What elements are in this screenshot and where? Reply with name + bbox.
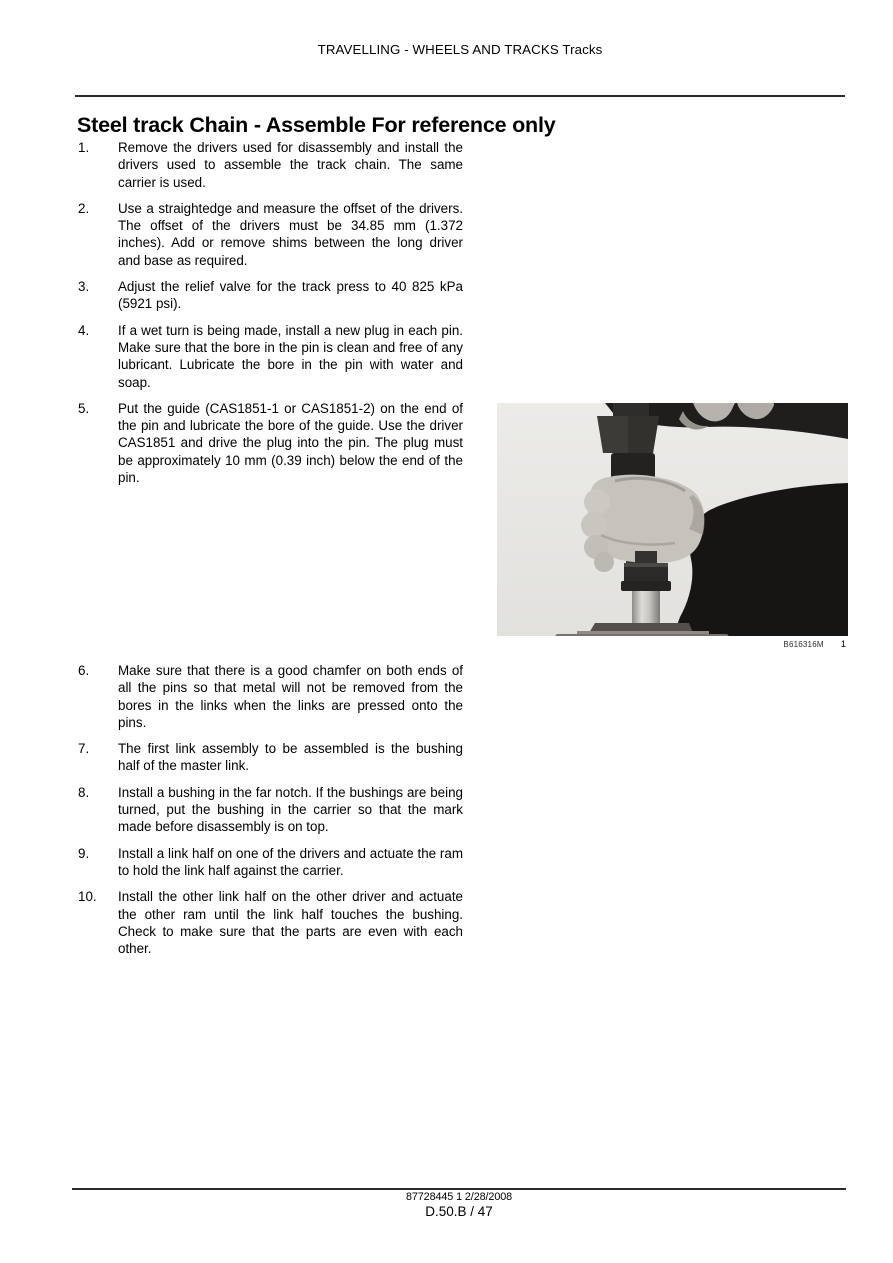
step-item-3 <box>78 278 463 313</box>
step-item-2 <box>78 200 463 269</box>
step-text: Install the other link half on the other driver and actuate the other ram until the link half touches the bushing. Check to make sure that the parts are even with each other. <box>118 889 463 957</box>
step-item-7 <box>78 740 463 775</box>
section-divider <box>75 95 845 97</box>
step-text: Put the guide (CAS1851-1 or CAS1851-2) on the end of the pin and lubricate the bore of the guide. Use the driver CAS1851 and drive the plug into the pin. The plug must be approximately 10 mm (0.39 inch) below the end of the pin. <box>118 400 463 486</box>
steps-list-upper <box>78 139 463 495</box>
steps-list-lower <box>78 662 463 966</box>
step-number: 9. <box>78 845 90 861</box>
figure-number-label: 1 <box>840 639 846 650</box>
page-title: Steel track Chain - Assemble For reference only <box>77 113 556 138</box>
running-header: TRAVELLING - WHEELS AND TRACKS Tracks <box>317 42 603 57</box>
step-number: 4. <box>78 322 90 338</box>
step-text: If a wet turn is being made, install a new plug in each pin. Make sure that the bore in the pin is clean and free of any lubricant. Lubricate the bore in the pin with water and soap. <box>118 322 463 390</box>
step-number: 5. <box>78 400 90 416</box>
step-item-9 <box>78 845 463 880</box>
step-number: 3. <box>78 279 90 295</box>
step-number: 6. <box>78 663 90 678</box>
step-text: Install a bushing in the far notch. If the bushings are being turned, put the bushing in the carrier so that the mark made before disassembly is on top. <box>118 784 463 835</box>
step-item-10 <box>78 888 463 957</box>
step-number: 10. <box>78 889 97 905</box>
step-text: Adjust the relief valve for the track press to 40 825 kPa (5921 psi). <box>118 279 463 312</box>
step-text: Remove the drivers used for disassembly and install the drivers used to assemble the track chain. The same carrier is used. <box>118 140 463 190</box>
step-item-4 <box>78 322 463 391</box>
photo-pressing-plug-into-pin <box>497 403 848 636</box>
step-number: 8. <box>78 784 90 800</box>
figure-block <box>497 403 848 650</box>
step-text: Make sure that there is a good chamfer on both ends of all the pins so that metal will not be removed from the bores in the links when the links are pressed onto the pins. <box>118 663 463 730</box>
step-number: 2. <box>78 200 90 216</box>
photo-id-label: B616316M <box>783 640 824 649</box>
footer-divider <box>72 1188 846 1190</box>
step-item-8 <box>78 784 463 836</box>
footer-page-ref: D.50.B / 47 <box>425 1204 493 1219</box>
step-text: The first link assembly to be assembled is the bushing half of the master link. <box>118 741 463 774</box>
step-item-5 <box>78 400 463 486</box>
step-text: Install a link half on one of the drivers and actuate the ram to hold the link half against the carrier. <box>118 845 463 878</box>
figure-caption <box>497 639 848 650</box>
step-text: Use a straightedge and measure the offset of the drivers. The offset of the drivers must be 34.85 mm (1.372 inches). Add or remove shims between the long driver and base as required. <box>118 200 463 268</box>
footer-doc-id: 87728445 1 2/28/2008 <box>405 1191 513 1203</box>
step-item-6 <box>78 662 463 731</box>
step-number: 1. <box>78 140 90 155</box>
step-item-1 <box>78 139 463 191</box>
step-number: 7. <box>78 741 90 757</box>
